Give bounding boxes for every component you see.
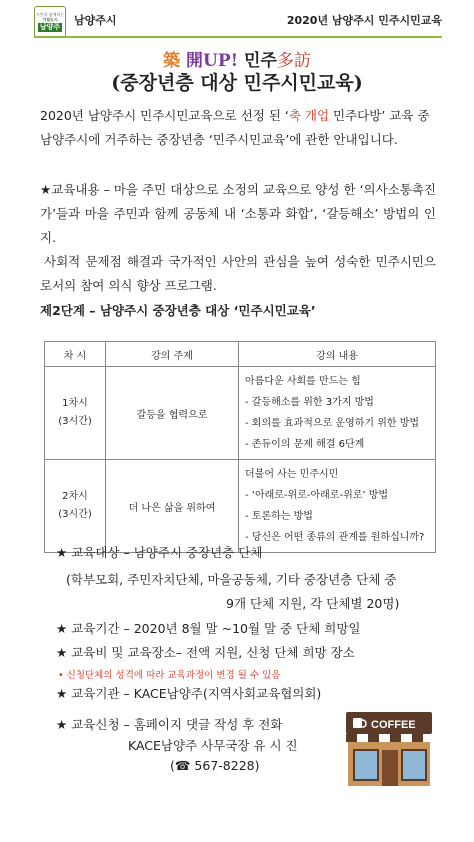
coffee-sign-text: COFFEE: [371, 719, 416, 731]
organization-item: ★ 교육기관 – KACE남양주(지역사회교육협의회): [56, 686, 322, 701]
table-header-row: [45, 342, 436, 367]
shop-door: [382, 750, 398, 786]
header-program: 2020년 남양주시 민주시민교육: [286, 14, 442, 27]
shop-window: [402, 750, 426, 780]
list-item: - ‘아래로-위로-아래로-위로’ 방법: [245, 490, 389, 501]
table-header: 강의 주제: [106, 342, 239, 367]
list-item: - 갈등해소를 위한 3가지 방법: [245, 397, 374, 408]
star-icon: ★: [56, 717, 68, 732]
cost-item: ★ 교육비 및 교육장소– 전액 지원, 신청 단체 희망 장소: [56, 645, 355, 660]
page-title: 築 開UP! 민주多訪: [163, 51, 311, 71]
content-paragraph-2: 사회적 문제점 해결과 국가적인 사안의 관심을 높여 성숙한 민주시민으로서의 참여 의식 향상 프로그램.: [40, 254, 436, 293]
stage-heading: 제2단계 – 남양주시 중장년층 대상 ‘민주시민교육’: [40, 303, 316, 318]
page-subtitle: (중장년층 대상 민주시민교육): [111, 72, 363, 94]
star-icon: ★: [56, 621, 68, 636]
program-description: [40, 178, 436, 298]
header: [0, 0, 474, 42]
session-cell: 1차시 (3시간): [45, 367, 106, 460]
target-detail-1: (학부모회, 주민자치단체, 마을공동체, 기타 중장년층 단체 중: [66, 572, 397, 587]
curriculum-table: [44, 341, 436, 553]
table-header: 강의 내용: [239, 342, 436, 367]
apply-item: ★ 교육신청 – 홈페이지 댓글 작성 후 전화: [56, 717, 283, 732]
list-item: 더불어 사는 민주시민: [245, 469, 339, 480]
intro-text: 2020년 남양주시 민주시민교육으로 선정 된 ‘축 개업 민주다방’ 교육 중 남양주시에 거주하는 중장년층 ‘민주시민교육’에 관한 안내입니다.: [40, 108, 430, 147]
namyangju-logo: 시민과 함께하는 거점도시 남양주: [34, 6, 66, 38]
list-item: - 회의를 효과적으로 운영하기 위한 방법: [245, 418, 420, 429]
list-item: - 존듀이의 문제 해결 6단계: [245, 439, 365, 450]
table-header: 차 시: [45, 342, 106, 367]
header-city: 남양주시: [74, 14, 117, 27]
coffee-shop-icon: [346, 712, 432, 786]
list-item: - 토론하는 방법: [245, 511, 313, 522]
contact-phone: (☎ 567-8228): [170, 758, 260, 773]
change-note: • 신청단체의 성격에 따라 교육과정이 변경 될 수 있음: [58, 670, 281, 681]
star-icon: ★: [56, 686, 68, 701]
target-detail-2: 9개 단체 지원, 각 단체별 20명): [226, 596, 400, 611]
table-row: [45, 460, 436, 553]
table-row: [45, 367, 436, 460]
bullet-icon: •: [58, 670, 64, 681]
content-cell: [239, 460, 436, 553]
list-item: 아름다운 사회를 만드는 힘: [245, 376, 361, 387]
shop-window: [354, 750, 378, 780]
target-item: ★ 교육대상 – 남양주시 중장년층 단체: [56, 545, 263, 560]
list-item: - 당신은 어떤 종류의 관계를 원하십니까?: [245, 532, 425, 543]
contact-person: KACE남양주 사무국장 유 시 진: [128, 738, 298, 753]
star-icon: ★: [56, 545, 68, 560]
content-cell: [239, 367, 436, 460]
session-cell: 2차시 (3시간): [45, 460, 106, 553]
header-divider: [34, 36, 442, 38]
star-icon: ★: [56, 645, 68, 660]
topic-cell: 갈등을 협력으로: [106, 367, 239, 460]
shop-awning: [346, 734, 432, 742]
period-item: ★ 교육기간 – 2020년 8월 말 ~10월 말 중 단체 희망일: [56, 621, 361, 636]
content-paragraph-1: ★교육내용 – 마을 주민 대상으로 소정의 교육으로 양성 한 ‘의사소통촉진가’들과 마을 주민과 함께 공동체 내 ‘소통과 화합’, ‘갈등해소’ 방법의 인지.: [40, 182, 436, 245]
topic-cell: 더 나은 삶을 위하여: [106, 460, 239, 553]
